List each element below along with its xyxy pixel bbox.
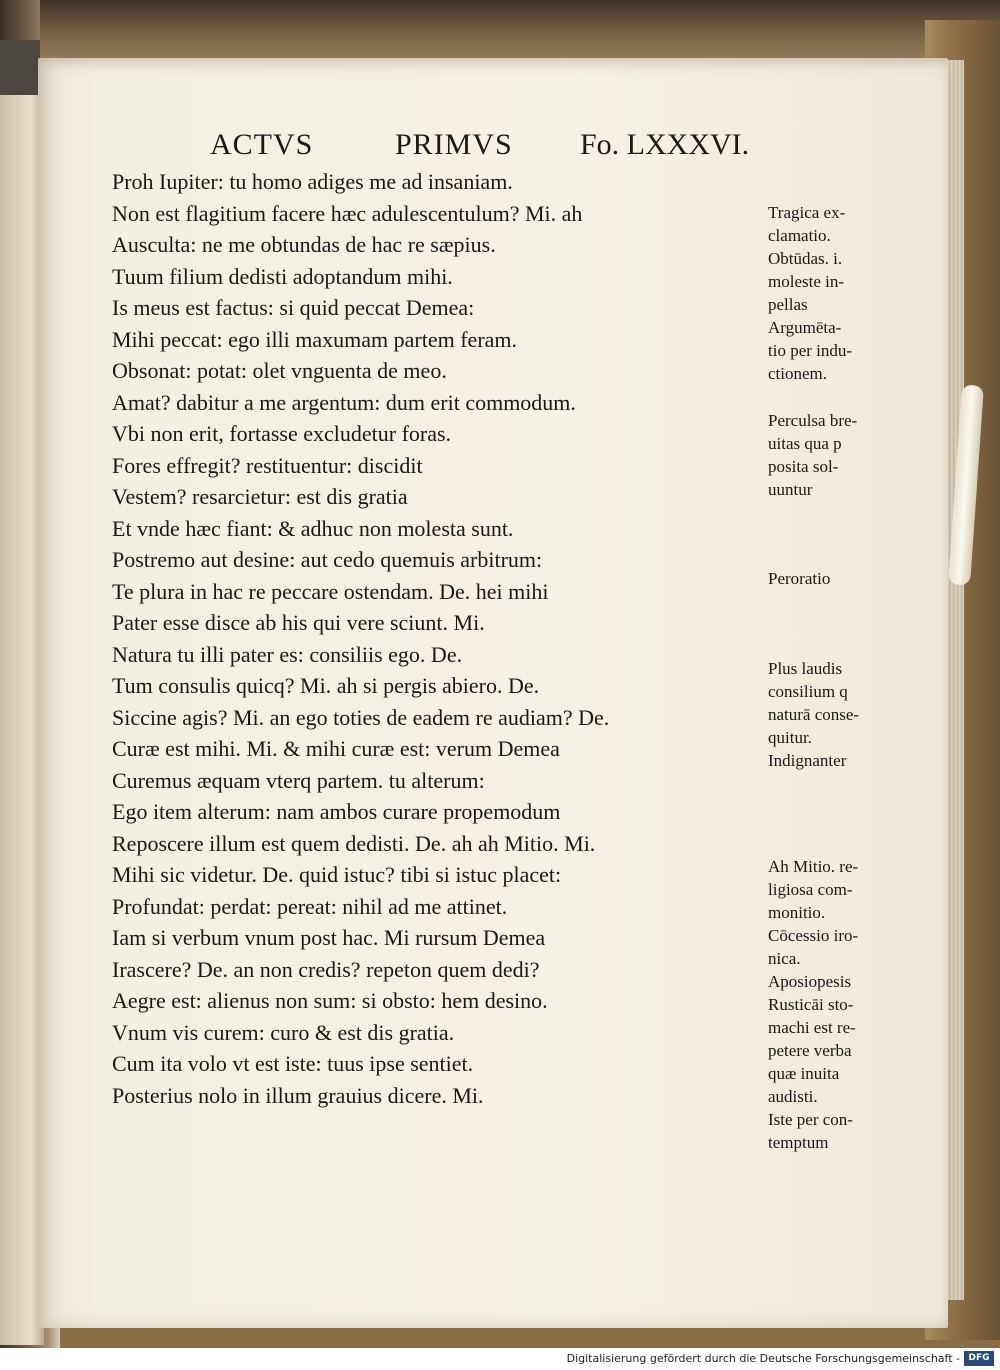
text-line: Irascere? De. an non credis? repeton quem dedi?: [112, 956, 540, 982]
text-line: Reposcere illum est quem dedisti. De. ah ah Mitio. Mi.: [112, 830, 596, 856]
text-line: Obsonat: potat: olet vnguenta de meo.: [112, 358, 447, 383]
text-line: Postremo aut desine: aut cedo quemuis arbitrum:: [112, 547, 543, 572]
margin-gloss: [768, 855, 898, 1154]
text-line: Pater esse disce ab his qui vere sciunt. Mi.: [112, 610, 485, 635]
text-line: Curemus æquam vterq partem. tu alterum:: [112, 767, 485, 793]
margin-gloss: [768, 409, 898, 501]
text-line: Te plura in hac re peccare ostendam. De. hei mihi: [112, 578, 549, 604]
text-line: Tuum filium dedisti adoptandum mihi.: [112, 263, 453, 289]
text-line: Amat? dabitur a me argentum: dum erit commodum.: [112, 389, 576, 415]
gloss-line: ctionem.: [768, 364, 828, 383]
text-line: Profundat: perdat: pereat: nihil ad me attinet.: [112, 893, 508, 919]
gloss-line: tio per indu-: [768, 341, 853, 360]
gloss-line: temptum: [768, 1133, 829, 1152]
gloss-line: Ah Mitio. re-: [768, 857, 859, 876]
gloss-line: machi est re-: [768, 1018, 856, 1037]
text-line: Proh Iupiter: tu homo adiges me ad insaniam.: [112, 169, 513, 194]
margin-gloss: [768, 567, 898, 590]
text-line: Tum consulis quicq? Mi. ah si pergis abiero. De.: [112, 673, 540, 698]
running-head-left: ACTVS: [210, 128, 314, 161]
gloss-line: uuntur: [768, 480, 813, 499]
text-line: Ausculta: ne me obtundas de hac re sæpius.: [112, 232, 496, 257]
gloss-line: ligiosa com-: [768, 880, 853, 899]
text-line: Siccine agis? Mi. an ego toties de eadem re audiam? De.: [112, 704, 610, 730]
gloss-line: quitur.: [768, 728, 812, 747]
running-head: [210, 128, 770, 164]
gloss-line: posita sol-: [768, 457, 839, 476]
text-line: Vbi non erit, fortasse excludetur foras.: [112, 421, 452, 446]
gloss-line: petere verba: [768, 1041, 852, 1060]
gloss-line: pellas: [768, 295, 808, 314]
gloss-line: Rusticāi sto-: [768, 995, 854, 1014]
gloss-line: Peroratio: [768, 569, 831, 588]
gloss-line: Iste per con-: [768, 1110, 853, 1129]
folio-number: Fo. LXXXVI.: [580, 128, 750, 161]
gloss-line: Cōcessio iro-: [768, 926, 859, 945]
text-line: Et vnde hæc fiant: & adhuc non molesta sunt.: [112, 515, 514, 541]
text-line: Cum ita volo vt est iste: tuus ipse sentiet.: [112, 1051, 474, 1076]
gloss-line: monitio.: [768, 903, 826, 922]
text-line: Iam si verbum vnum post hac. Mi rursum Demea: [112, 925, 546, 950]
gloss-line: uitas qua p: [768, 434, 842, 453]
gloss-line: audisti.: [768, 1087, 818, 1106]
margin-gloss: [768, 201, 898, 385]
text-line: Vnum vis curem: curo & est dis gratia.: [112, 1019, 455, 1045]
text-line: Vestem? resarcietur: est dis gratia: [112, 484, 408, 509]
text-line: Mihi peccat: ego illi maxumam partem feram.: [112, 326, 518, 352]
text-line: Ego item alterum: nam ambos curare propemodum: [112, 799, 561, 824]
footer-credit: Digitalisierung gefördert durch die Deutsche Forschungsgemeinschaft -: [566, 1352, 960, 1365]
running-head-middle: PRIMVS: [395, 128, 513, 161]
gloss-line: Argumēta-: [768, 318, 842, 337]
gloss-line: naturā conse-: [768, 705, 860, 724]
gloss-line: Aposiopesis: [768, 972, 852, 991]
margin-gloss: [768, 657, 898, 772]
gloss-line: Plus laudis: [768, 659, 843, 678]
main-text-block: [112, 166, 752, 1111]
gloss-line: Obtūdas. i.: [768, 249, 843, 268]
gloss-line: quæ inuita: [768, 1064, 840, 1083]
gloss-line: Tragica ex-: [768, 203, 846, 222]
text-line: Non est flagitium facere hæc adulescentulum? Mi. ah: [112, 200, 583, 226]
text-line: Natura tu illi pater es: consiliis ego. De.: [112, 641, 463, 667]
text-line: Posterius nolo in illum grauius dicere. Mi.: [112, 1082, 484, 1108]
dfg-logo: DFG: [964, 1351, 994, 1366]
footer-bar: [0, 1348, 1000, 1370]
gloss-line: clamatio.: [768, 226, 831, 245]
text-line: Is meus est factus: si quid peccat Demea:: [112, 295, 475, 320]
gloss-line: consilium q: [768, 682, 848, 701]
text-line: Fores effregit? restituentur: discidit: [112, 452, 423, 478]
text-line: Mihi sic videtur. De. quid istuc? tibi si istuc placet:: [112, 862, 562, 887]
gloss-line: Perculsa bre-: [768, 411, 858, 430]
gloss-line: nica.: [768, 949, 801, 968]
gloss-line: Indignanter: [768, 751, 847, 770]
text-line: Aegre est: alienus non sum: si obsto: hem desino.: [112, 988, 548, 1013]
text-line: Curæ est mihi. Mi. & mihi curæ est: verum Demea: [112, 736, 560, 761]
gloss-line: moleste in-: [768, 272, 845, 291]
